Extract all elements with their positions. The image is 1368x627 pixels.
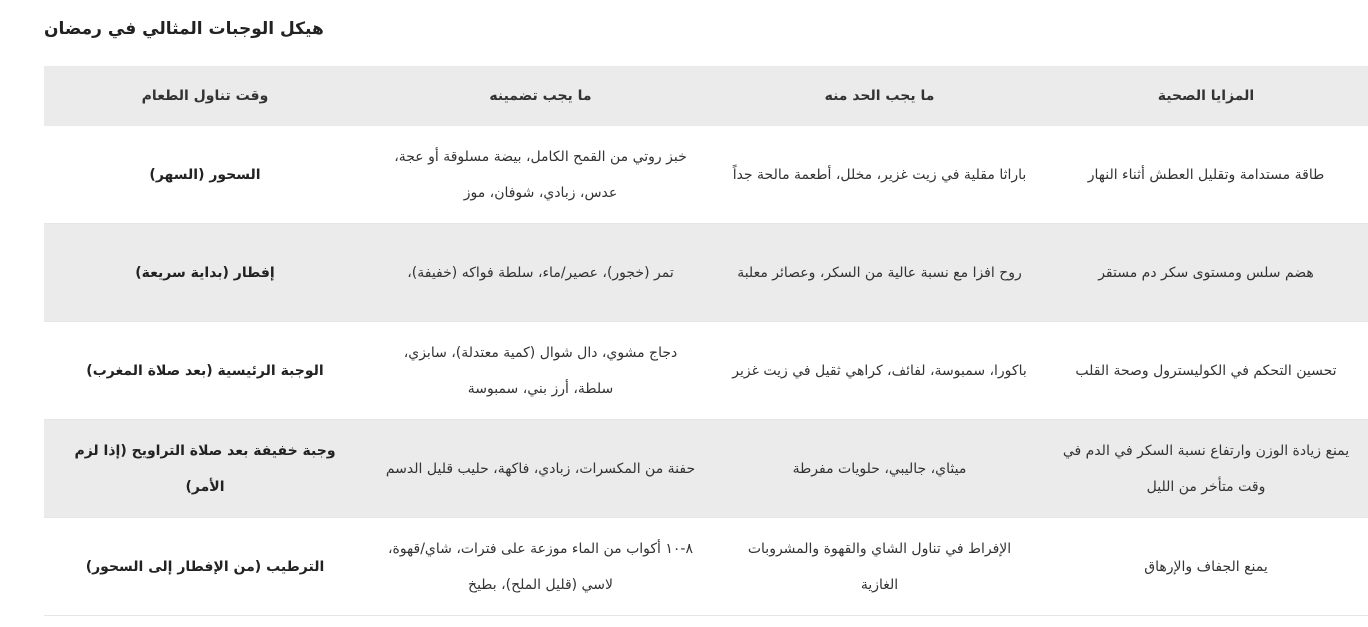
cell-include: حفنة من المكسرات، زبادي، فاكهة، حليب قليل الدسم	[366, 420, 715, 518]
cell-include: دجاج مشوي، دال شوال (كمية معتدلة)، سابزي، سلطة، أرز بني، سمبوسة	[366, 322, 715, 420]
header-include: ما يجب تضمينه	[366, 66, 715, 126]
table-row	[44, 420, 1368, 518]
header-meal-time: وقت تناول الطعام	[44, 66, 366, 126]
cell-limit: روح افزا مع نسبة عالية من السكر، وعصائر معلبة	[715, 224, 1044, 322]
table-header-row	[44, 66, 1368, 126]
cell-benefits: تحسين التحكم في الكوليسترول وصحة القلب	[1044, 322, 1368, 420]
table-row	[44, 126, 1368, 224]
table-row	[44, 224, 1368, 322]
cell-meal-time: السحور (السهر)	[44, 126, 366, 224]
cell-benefits: يمنع زيادة الوزن وارتفاع نسبة السكر في الدم في وقت متأخر من الليل	[1044, 420, 1368, 518]
cell-meal-time: الوجبة الرئيسية (بعد صلاة المغرب)	[44, 322, 366, 420]
cell-include: ٨-١٠ أكواب من الماء موزعة على فترات، شاي/قهوة، لاسي (قليل الملح)، بطيخ	[366, 518, 715, 616]
page-title: هيكل الوجبات المثالي في رمضان	[44, 19, 324, 39]
cell-limit: باكورا، سمبوسة، لفائف، كراهي ثقيل في زيت غزير	[715, 322, 1044, 420]
table-row	[44, 518, 1368, 616]
cell-benefits: هضم سلس ومستوى سكر دم مستقر	[1044, 224, 1368, 322]
cell-include: تمر (خجور)، عصير/ماء، سلطة فواكه (خفيفة)،	[366, 224, 715, 322]
cell-limit: ميثاي، جاليبي، حلويات مفرطة	[715, 420, 1044, 518]
cell-benefits: طاقة مستدامة وتقليل العطش أثناء النهار	[1044, 126, 1368, 224]
table-row	[44, 322, 1368, 420]
cell-meal-time: الترطيب (من الإفطار إلى السحور)	[44, 518, 366, 616]
cell-limit: باراثا مقلية في زيت غزير، مخلل، أطعمة مالحة جداً	[715, 126, 1044, 224]
header-limit: ما يجب الحد منه	[715, 66, 1044, 126]
header-benefits: المزايا الصحية	[1044, 66, 1368, 126]
ramadan-meal-table	[44, 66, 1368, 616]
cell-include: خبز روتي من القمح الكامل، بيضة مسلوقة أو عجة، عدس، زبادي، شوفان، موز	[366, 126, 715, 224]
cell-meal-time: إفطار (بداية سريعة)	[44, 224, 366, 322]
cell-limit: الإفراط في تناول الشاي والقهوة والمشروبات الغازية	[715, 518, 1044, 616]
cell-meal-time: وجبة خفيفة بعد صلاة التراويح (إذا لزم الأمر)	[44, 420, 366, 518]
cell-benefits: يمنع الجفاف والإرهاق	[1044, 518, 1368, 616]
